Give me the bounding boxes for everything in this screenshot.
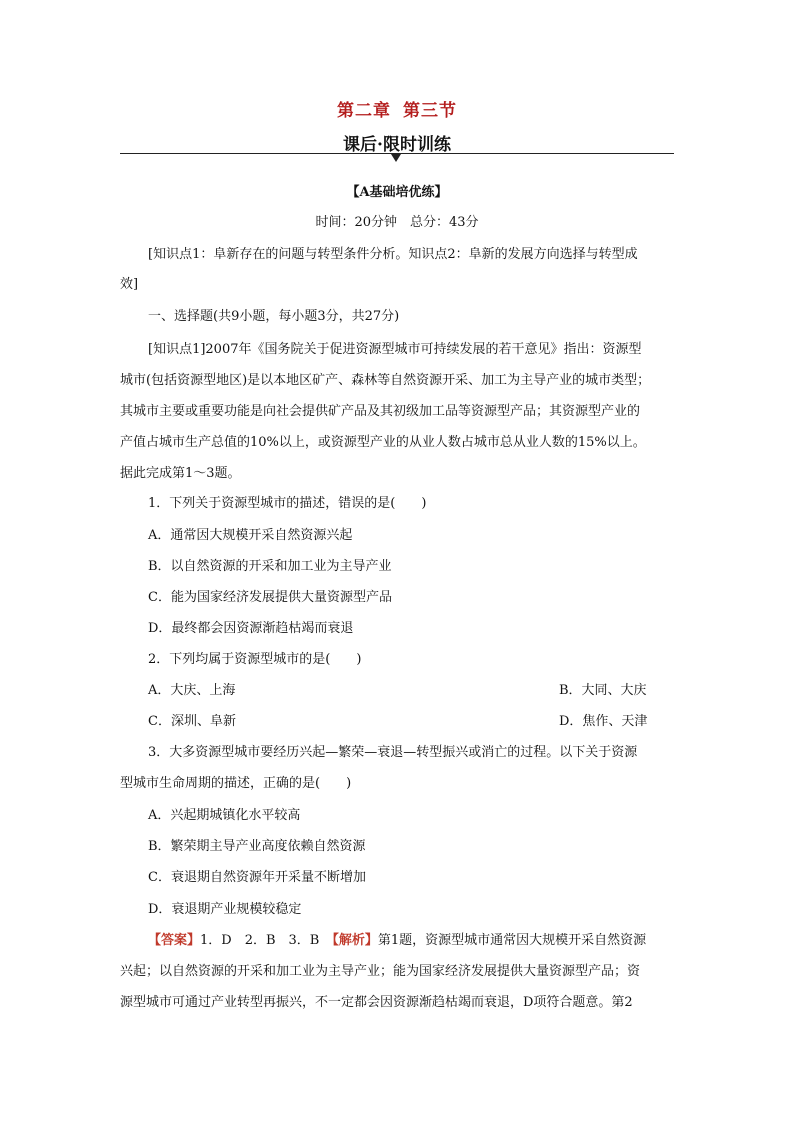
answer-key: 1．D 2．B 3．B <box>200 933 333 948</box>
answer-line-3: 源型城市可通过产业转型再振兴，不一定都会因资源渐趋枯竭而衰退，D项符合题意。第2 <box>120 995 633 1010</box>
answer-tag: 【答案】 <box>148 933 201 948</box>
q1-stem: 1．下列关于资源型城市的描述，错误的是( ) <box>148 496 427 511</box>
q1-option-d: D．最终都会因资源渐趋枯竭而衰退 <box>148 621 354 636</box>
q3-option-d: D．衰退期产业规模较稳定 <box>148 902 302 917</box>
q3-stem-line-2: 型城市生命周期的描述，正确的是( ) <box>120 776 352 791</box>
analysis-text-start: 第1题，资源型城市通常因大规模开采自然资源 <box>377 933 647 948</box>
q2-option-a: A．大庆、上海 <box>148 683 236 698</box>
chapter-heading <box>0 96 794 121</box>
q2-row-1 <box>148 681 708 701</box>
section-a-title: 【A基础培优练】 <box>346 185 448 200</box>
answer-line-2: 兴起；以自然资源的开采和加工业为主导产业；能为国家经济发展提供大量资源型产品；资 <box>120 964 641 979</box>
time-info: 时间：20分钟 总分：43分 <box>315 215 479 230</box>
q1-option-a: A．通常因大规模开采自然资源兴起 <box>148 528 353 543</box>
passage-line-2: 城市(包括资源型地区)是以本地区矿产、森林等自然资源开采、加工为主导产业的城市类型； <box>120 373 651 388</box>
q2-row-2 <box>148 712 708 732</box>
q3-option-b: B．繁荣期主导产业高度依赖自然资源 <box>148 839 366 854</box>
q3-option-a: A．兴起期城镇化水平较高 <box>148 808 301 823</box>
chapter-number: 第二章 <box>337 101 391 121</box>
passage-line-1: [知识点1]2007年《国务院关于促进资源型城市可持续发展的若干意见》指出：资源型 <box>148 342 642 357</box>
passage-line-3: 其城市主要或重要功能是向社会提供矿产品及其初级加工品等资源型产品；其资源型产业的 <box>120 404 641 419</box>
answer-line-1 <box>148 931 708 951</box>
passage-line-4: 产值占城市生产总值的10%以上，或资源型产业的从业人数占城市总从业人数的15%以上。 <box>120 435 646 450</box>
q3-option-c: C．衰退期自然资源年开采量不断增加 <box>148 870 366 885</box>
q1-option-c: C．能为国家经济发展提供大量资源型产品 <box>148 590 392 605</box>
triangle-marker-icon <box>391 154 401 162</box>
q2-option-b: B．大同、大庆 <box>559 683 647 698</box>
analysis-tag: 【解析】 <box>332 933 378 948</box>
q2-option-d: D．焦作、天津 <box>559 714 648 729</box>
section-number: 第三节 <box>403 101 457 121</box>
page-subtitle: 课后·限时训练 <box>343 135 451 155</box>
passage-line-5: 据此完成第1～3题。 <box>120 466 241 481</box>
part-one-heading: 一、选择题(共9小题，每小题3分，共27分) <box>148 309 400 324</box>
q2-stem: 2．下列均属于资源型城市的是( ) <box>148 652 362 667</box>
knowledge-note-line-2: 效] <box>120 277 139 292</box>
knowledge-note-line-1: [知识点1：阜新存在的问题与转型条件分析。知识点2：阜新的发展方向选择与转型成 <box>148 247 638 262</box>
q2-option-c: C．深圳、阜新 <box>148 714 236 729</box>
q1-option-b: B．以自然资源的开采和加工业为主导产业 <box>148 559 392 574</box>
q3-stem-line-1: 3．大多资源型城市要经历兴起—繁荣—衰退—转型振兴或消亡的过程。以下关于资源 <box>148 745 638 760</box>
